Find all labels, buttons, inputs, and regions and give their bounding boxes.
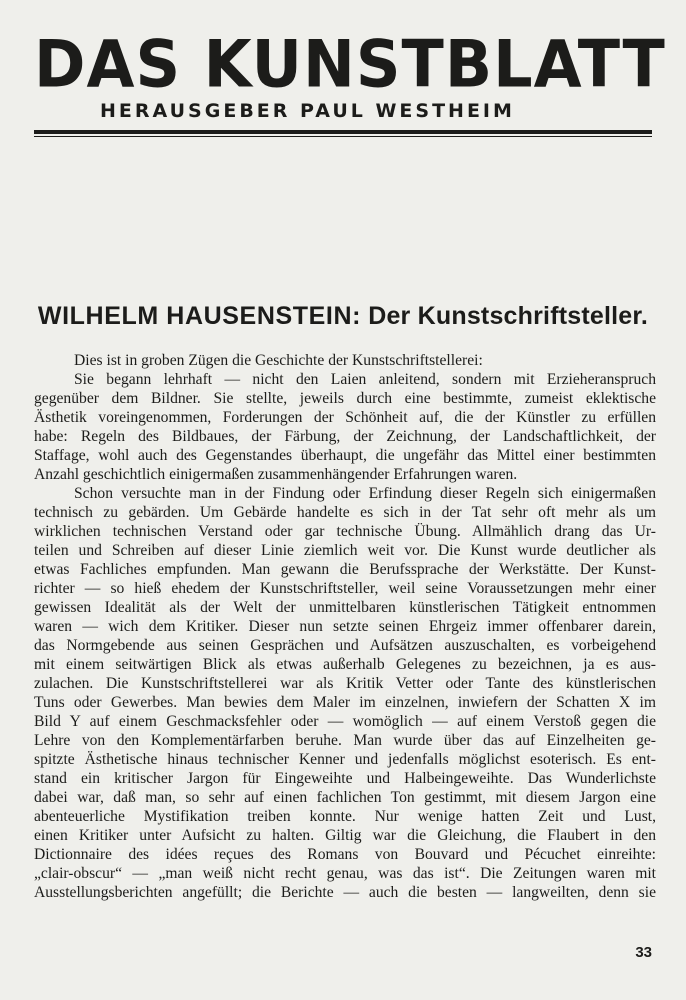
body-line: zulachen. Die Kunstschriftstellerei war als Kritik Vetter oder Tante des künstlerischen: [34, 675, 656, 692]
body-line: technisch zu gebärden. Um Gebärde handelte es sich in der Tat sehr oft mehr als um: [34, 504, 656, 521]
body-line: stand ein kritischer Jargon für Eingeweihte und Halbeingeweihte. Das Wunderlichste: [34, 770, 656, 787]
body-line: Staffage, wohl auch des Gegenstandes überhaupt, die ungefähr das Mittel einer bestimmten: [34, 447, 656, 464]
masthead: [34, 25, 666, 122]
article-body: [34, 351, 656, 902]
body-line: einen Kritiker unter Aufsicht zu halten. Giltig war die Gleichung, die Flaubert in den: [34, 827, 656, 844]
masthead-subtitle: HERAUSGEBER PAUL WESTHEIM: [100, 100, 515, 122]
body-line: „clair-obscur“ — „man weiß nicht recht genau, was das ist“. Die Zeitungen waren mit: [34, 865, 656, 882]
article-heading: [0, 302, 686, 331]
body-line: abenteuerliche Mystifikation treiben konnte. Nur wenige hatten Zeit und Lust,: [34, 808, 656, 825]
page-number: 33: [635, 944, 652, 961]
body-line: Anzahl geschichtlich einigermaßen zusammenhängender Erfahrungen waren.: [34, 466, 518, 483]
body-line: Dictionnaire des idées reçues des Romans von Bouvard und Pécuchet einreihte:: [34, 846, 656, 863]
masthead-rule-thick: [34, 130, 652, 134]
body-line: Lehre von den Komplementärfarben beruhe. Man wurde über das auf Einzelheiten ge-: [34, 732, 656, 749]
body-line: Sie begann lehrhaft — nicht den Laien anleitend, sondern mit Erzieheranspruch: [74, 371, 656, 388]
masthead-rule-thin: [34, 136, 652, 137]
body-line: mit einem seitwärtigen Blick als etwas außerhalb Gelegenes zu bezeichnen, ja es aus-: [34, 656, 656, 673]
body-line: waren — wich dem Kritiker. Dieser nun setzte seinen Ehrgeiz immer offenbarer darein,: [34, 618, 656, 635]
body-line: Dies ist in groben Zügen die Geschichte der Kunstschriftstellerei:: [74, 352, 483, 369]
body-line: Ausstellungsberichten angefüllt; die Berichte — auch die besten — langweilten, denn sie: [34, 884, 656, 901]
body-line: teilen und Schreiben auf dieser Linie ziemlich weit vor. Die Kunst wurde deutlicher als: [34, 542, 656, 559]
masthead-title: DAS KUNSTBLATT: [34, 25, 666, 103]
body-line: spitzte Ästhetische hinaus technischer Kenner und jedenfalls möglichst esoterisch. Es ent-: [34, 751, 656, 768]
body-line: Schon versuchte man in der Findung oder Erfindung dieser Regeln sich einigermaßen: [74, 485, 656, 502]
article-title: Der Kunstschriftsteller.: [368, 302, 649, 330]
body-line: Bild Y auf einem Geschmacksfehler oder — womöglich — auf einem Verstoß gegen die: [34, 713, 656, 730]
body-line: gegenüber dem Bildner. Sie stellte, jeweils durch eine bestimmte, zumeist eklektische: [34, 390, 656, 407]
article-author: WILHELM HAUSENSTEIN:: [37, 302, 362, 330]
body-line: habe: Regeln des Bildbaues, der Färbung, der Zeichnung, der Landschaftlichkeit, der: [34, 428, 656, 445]
body-line: dabei war, daß man, so sehr auf einen fachlichen Ton gestimmt, mit diesem Jargon eine: [34, 789, 656, 806]
body-line: etwas Fachliches empfunden. Man gewann die Berufssprache der Werkstätte. Der Kunst-: [34, 561, 656, 578]
body-line: richter — so hieß ehedem der Kunstschriftsteller, weil seine Voraussetzungen mehr einer: [34, 580, 656, 597]
body-line: gewissen Idealität als der Welt der unmittelbaren künstlerischen Tätigkeit entnommen: [34, 599, 656, 616]
body-line: wirklichen technischen Verstand oder gar technische Übung. Allmählich drang das Ur-: [34, 523, 656, 540]
body-line: das Normgebende aus seinen Gesprächen und Aufsätzen auszuschalten, es vorbeigehend: [34, 637, 656, 654]
body-line: Tuns oder Gewerbes. Man bewies dem Maler im einzelnen, inwiefern der Schatten X im: [34, 694, 656, 711]
body-line: Ästhetik voreingenommen, Forderungen der Schönheit auf, die der Künstler zu erfüllen: [34, 409, 656, 426]
